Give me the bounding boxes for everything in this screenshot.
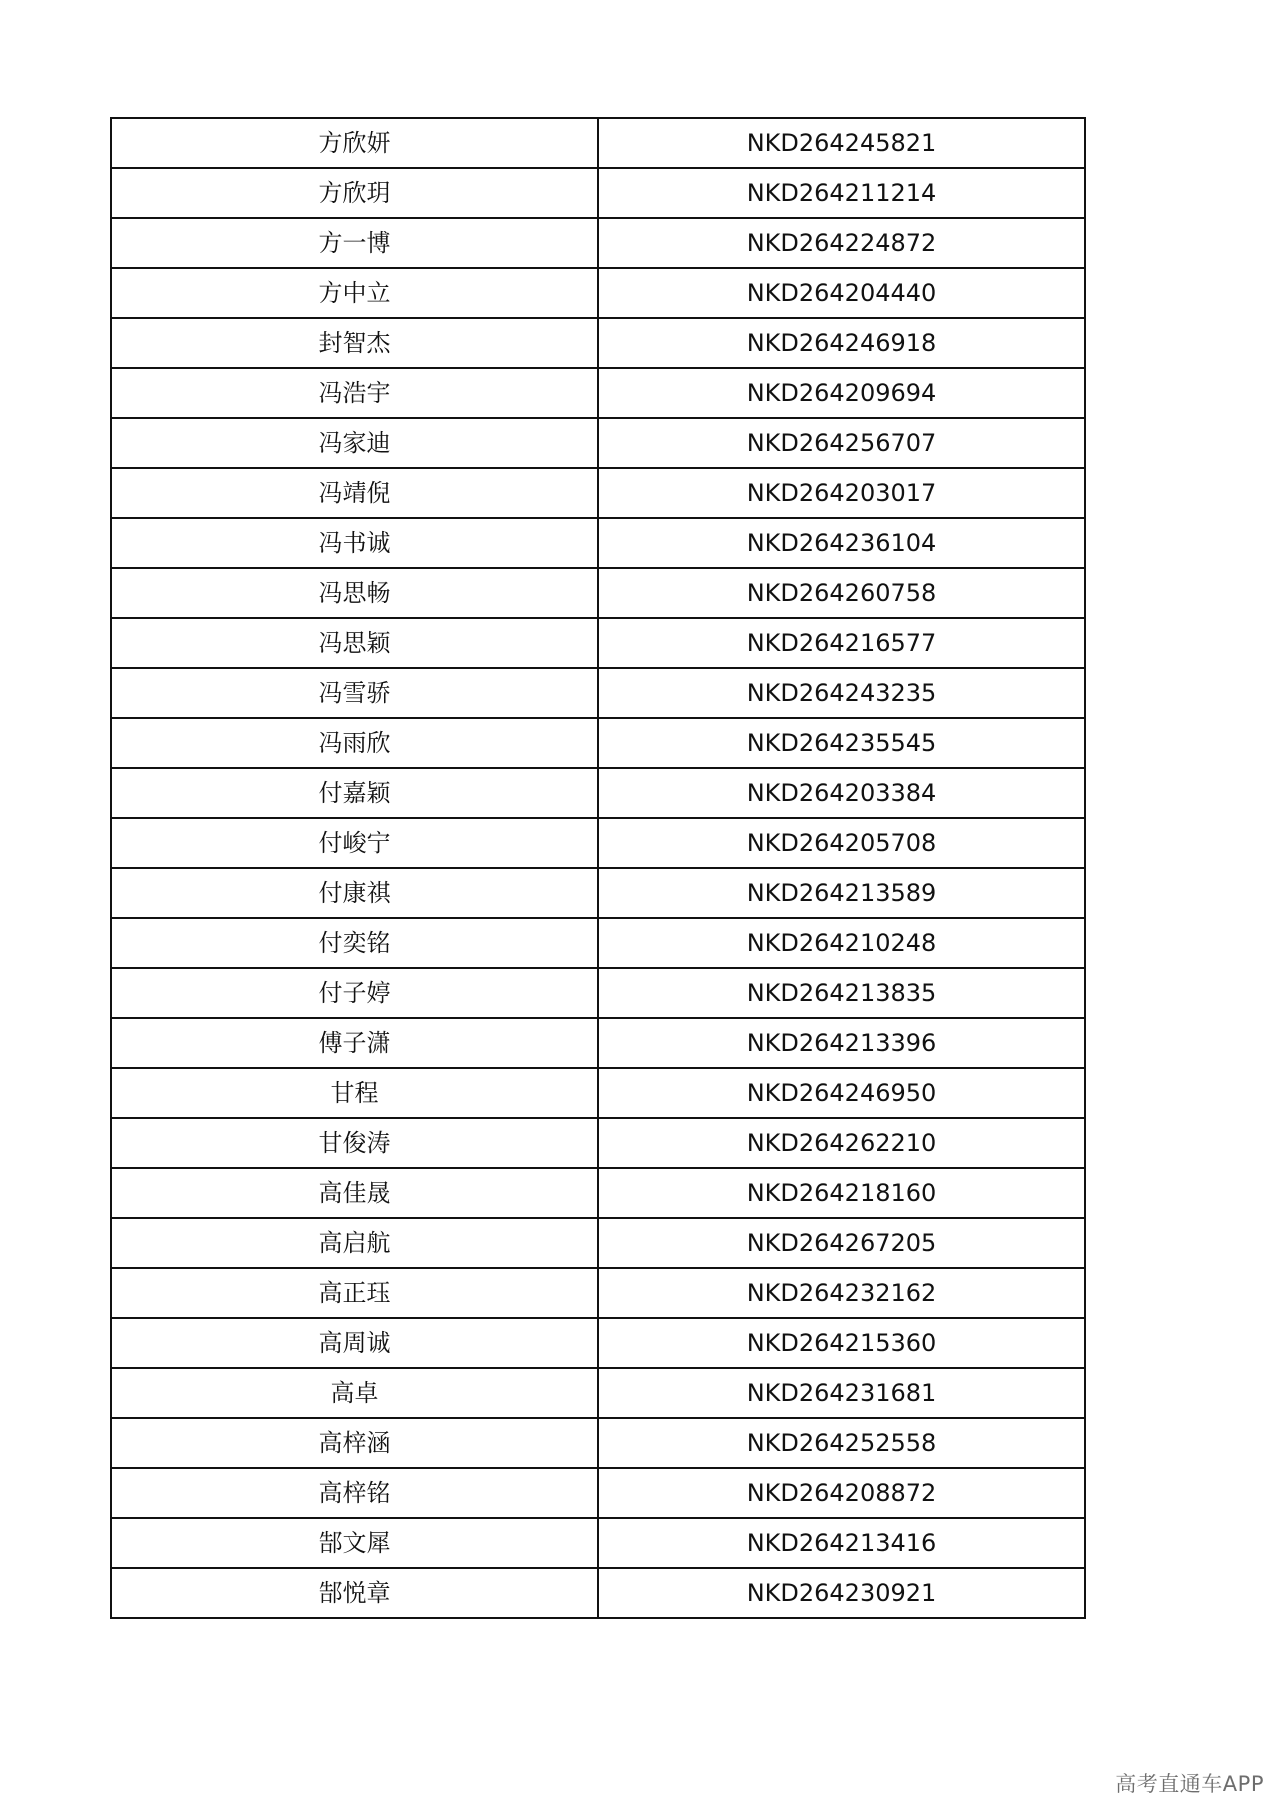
student-id-cell: NKD264211214 <box>598 168 1085 218</box>
student-id-cell: NKD264203384 <box>598 768 1085 818</box>
student-name-cell: 冯雨欣 <box>111 718 598 768</box>
student-name-cell: 郜悦章 <box>111 1568 598 1618</box>
student-name-cell: 高正珏 <box>111 1268 598 1318</box>
student-id-cell: NKD264209694 <box>598 368 1085 418</box>
table-row <box>111 968 1085 1018</box>
student-name-cell: 付奕铭 <box>111 918 598 968</box>
table-row <box>111 1518 1085 1568</box>
student-name-cell: 付子婷 <box>111 968 598 1018</box>
student-name-cell: 冯雪骄 <box>111 668 598 718</box>
student-name-cell: 冯靖倪 <box>111 468 598 518</box>
student-id-cell: NKD264246918 <box>598 318 1085 368</box>
table-row <box>111 768 1085 818</box>
table-row <box>111 918 1085 968</box>
student-name-cell: 高佳晟 <box>111 1168 598 1218</box>
watermark-text: 高考直通车APP <box>1115 1772 1264 1796</box>
student-name-cell: 郜文犀 <box>111 1518 598 1568</box>
student-id-cell: NKD264218160 <box>598 1168 1085 1218</box>
table-row <box>111 518 1085 568</box>
student-id-cell: NKD264204440 <box>598 268 1085 318</box>
table-row <box>111 268 1085 318</box>
student-id-cell: NKD264260758 <box>598 568 1085 618</box>
student-name-cell: 冯家迪 <box>111 418 598 468</box>
table-row <box>111 1068 1085 1118</box>
table-row <box>111 568 1085 618</box>
student-id-cell: NKD264208872 <box>598 1468 1085 1518</box>
table-row <box>111 818 1085 868</box>
student-name-cell: 封智杰 <box>111 318 598 368</box>
student-id-cell: NKD264213416 <box>598 1518 1085 1568</box>
table-row <box>111 418 1085 468</box>
student-id-cell: NKD264205708 <box>598 818 1085 868</box>
student-name-cell: 冯书诚 <box>111 518 598 568</box>
student-name-cell: 付康祺 <box>111 868 598 918</box>
table-row <box>111 318 1085 368</box>
student-name-cell: 付嘉颖 <box>111 768 598 818</box>
student-id-cell: NKD264203017 <box>598 468 1085 518</box>
student-id-cell: NKD264243235 <box>598 668 1085 718</box>
table-row <box>111 1218 1085 1268</box>
student-name-cell: 方欣玥 <box>111 168 598 218</box>
student-id-cell: NKD264235545 <box>598 718 1085 768</box>
table-row <box>111 1268 1085 1318</box>
student-name-cell: 高周诚 <box>111 1318 598 1368</box>
table-row <box>111 1318 1085 1368</box>
table-row <box>111 718 1085 768</box>
table-row <box>111 368 1085 418</box>
student-id-cell: NKD264252558 <box>598 1418 1085 1468</box>
table-row <box>111 868 1085 918</box>
student-id-cell: NKD264256707 <box>598 418 1085 468</box>
student-name-cell: 高梓涵 <box>111 1418 598 1468</box>
student-roster-table <box>110 117 1086 1619</box>
roster-table-body <box>111 118 1085 1618</box>
table-row <box>111 1018 1085 1068</box>
student-name-cell: 冯思颖 <box>111 618 598 668</box>
table-row <box>111 618 1085 668</box>
student-id-cell: NKD264262210 <box>598 1118 1085 1168</box>
table-row <box>111 1568 1085 1618</box>
student-name-cell: 高卓 <box>111 1368 598 1418</box>
table-row <box>111 118 1085 168</box>
student-name-cell: 付峻宁 <box>111 818 598 868</box>
student-id-cell: NKD264246950 <box>598 1068 1085 1118</box>
student-name-cell: 方一博 <box>111 218 598 268</box>
student-name-cell: 高梓铭 <box>111 1468 598 1518</box>
table-row <box>111 1468 1085 1518</box>
table-row <box>111 468 1085 518</box>
table-row <box>111 1418 1085 1468</box>
student-name-cell: 冯思畅 <box>111 568 598 618</box>
table-row <box>111 668 1085 718</box>
student-id-cell: NKD264230921 <box>598 1568 1085 1618</box>
student-id-cell: NKD264245821 <box>598 118 1085 168</box>
student-id-cell: NKD264224872 <box>598 218 1085 268</box>
student-name-cell: 傅子潇 <box>111 1018 598 1068</box>
student-name-cell: 冯浩宇 <box>111 368 598 418</box>
student-id-cell: NKD264213835 <box>598 968 1085 1018</box>
student-id-cell: NKD264231681 <box>598 1368 1085 1418</box>
student-name-cell: 方中立 <box>111 268 598 318</box>
student-id-cell: NKD264213396 <box>598 1018 1085 1068</box>
student-name-cell: 高启航 <box>111 1218 598 1268</box>
student-name-cell: 方欣妍 <box>111 118 598 168</box>
student-id-cell: NKD264210248 <box>598 918 1085 968</box>
student-id-cell: NKD264215360 <box>598 1318 1085 1368</box>
table-row <box>111 218 1085 268</box>
table-row <box>111 1368 1085 1418</box>
student-id-cell: NKD264213589 <box>598 868 1085 918</box>
student-name-cell: 甘程 <box>111 1068 598 1118</box>
student-id-cell: NKD264216577 <box>598 618 1085 668</box>
table-row <box>111 1168 1085 1218</box>
table-row <box>111 1118 1085 1168</box>
student-name-cell: 甘俊涛 <box>111 1118 598 1168</box>
student-id-cell: NKD264236104 <box>598 518 1085 568</box>
table-row <box>111 168 1085 218</box>
student-id-cell: NKD264267205 <box>598 1218 1085 1268</box>
student-id-cell: NKD264232162 <box>598 1268 1085 1318</box>
